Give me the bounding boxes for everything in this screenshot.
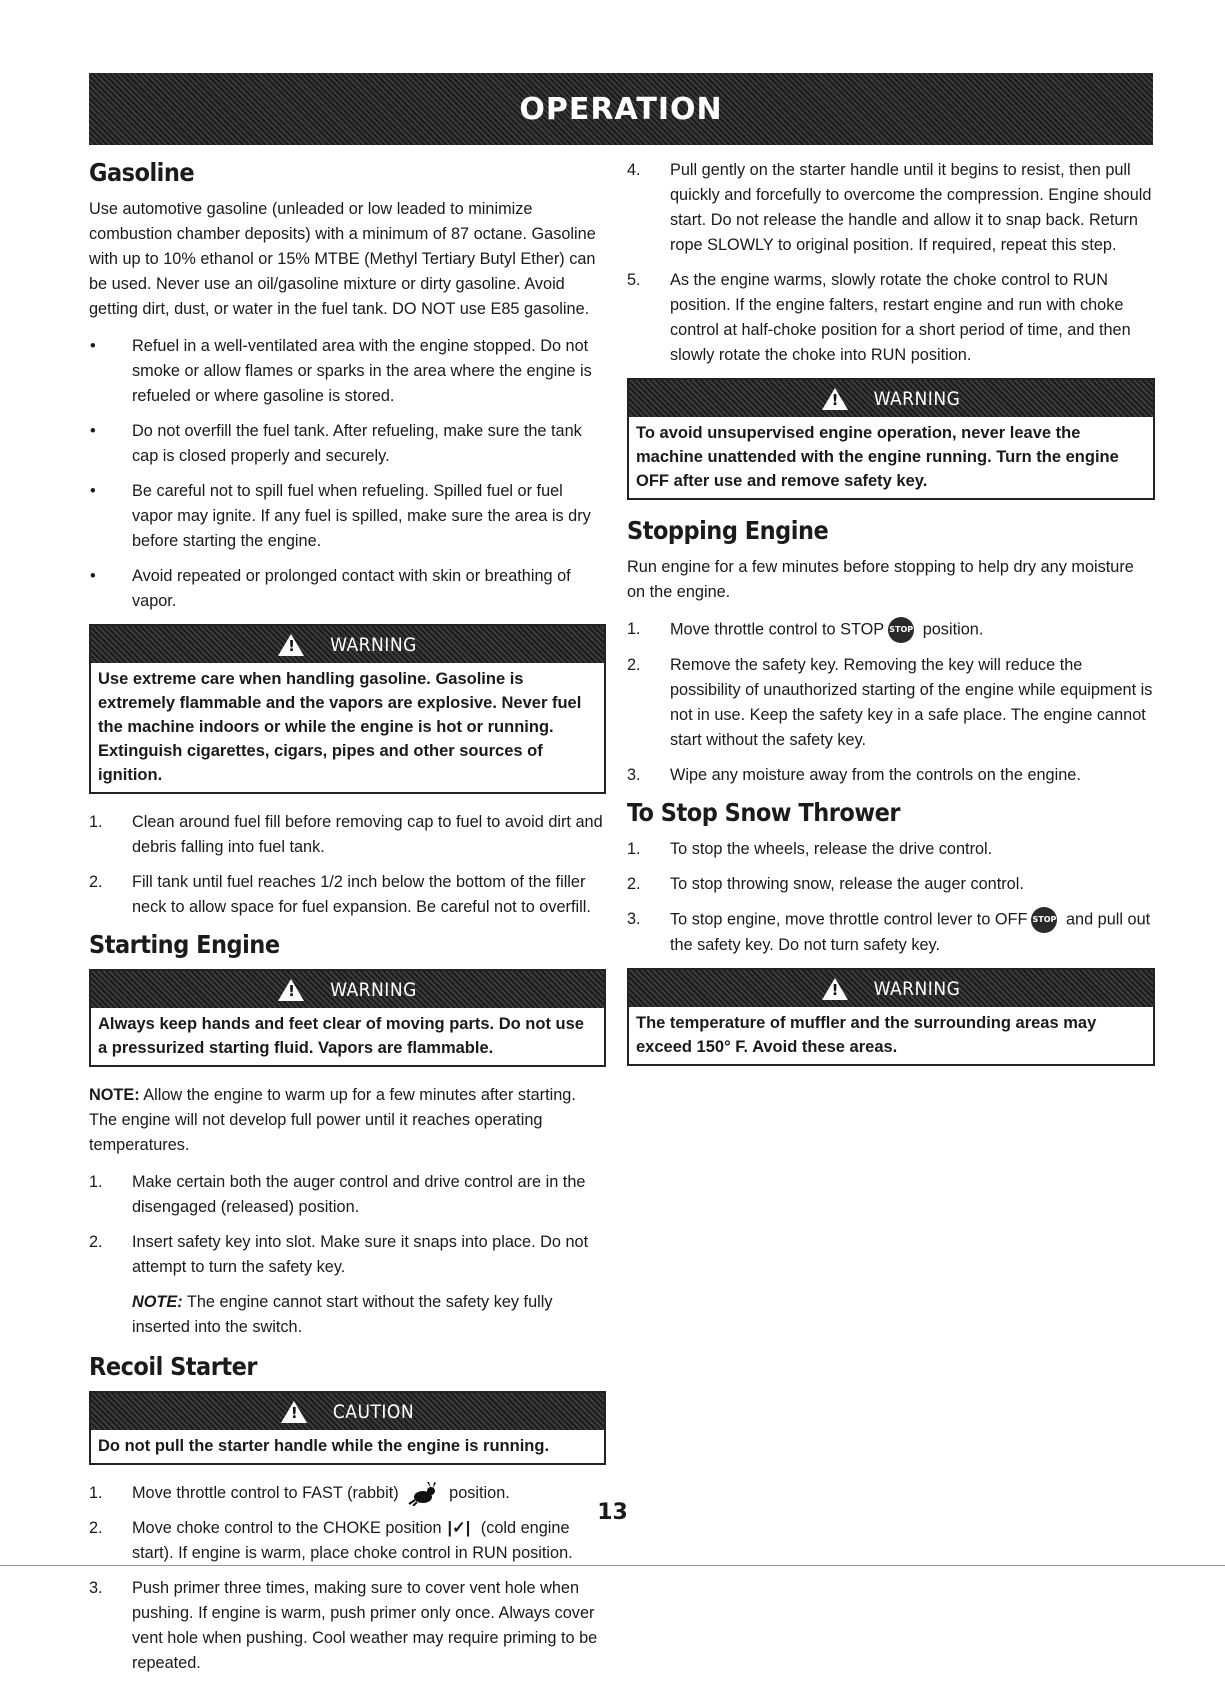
divider — [0, 1565, 1225, 1566]
warning-header: ! WARNING — [91, 626, 604, 663]
muffler-warning-box — [627, 968, 1155, 1066]
fuel-steps — [89, 810, 606, 920]
list-item: 2. Move choke control to the CHOKE position |✓| (cold engine start). If engine is warm, place choke control in RUN position. — [89, 1516, 606, 1566]
right-column — [627, 158, 1155, 1082]
warning-text: Always keep hands and feet clear of moving parts. Do not use a pressurized starting fluid. Vapors are flammable. — [98, 1015, 584, 1057]
stopping-engine-heading: Stopping Engine — [627, 516, 829, 545]
list-item: 3. To stop engine, move throttle control lever to OFF STOP and pull out the safety key. Do not turn safety key. — [627, 907, 1155, 958]
gasoline-heading: Gasoline — [89, 158, 195, 187]
page-number: 13 — [597, 1500, 628, 1525]
list-item: 2. Remove the safety key. Removing the key will reduce the possibility of unauthorized starting of the engine while equipment is not in use. Keep the safety key in a safe place. The engine cannot start without the safety key. — [627, 656, 1153, 749]
list-item: 2. Insert safety key into slot. Make sure it snaps into place. Do not attempt to turn the safety key. — [89, 1233, 589, 1276]
warning-text: Use extreme care when handling gasoline. Gasoline is extremely flammable and the vapors are explosive. Never fuel the machine indoors or while the engine is hot or running. Extinguish cigarettes, cigars, pipes and other sources of ignition. — [98, 670, 582, 784]
list-item: 1. Make certain both the auger control and drive control are in the disengaged (released) position. — [89, 1173, 586, 1216]
recoil-steps-right — [627, 158, 1155, 368]
banner-title: OPERATION — [519, 91, 723, 127]
list-item: • Avoid repeated or prolonged contact with skin or breathing of vapor. — [90, 567, 571, 610]
stopping-steps — [627, 617, 1155, 788]
warning-header: ! WARNING — [629, 380, 1153, 417]
list-item: 1. Clean around fuel fill before removing cap to fuel to avoid dirt and debris falling into fuel tank. — [89, 813, 603, 856]
list-item: 1. To stop the wheels, release the drive control. — [627, 840, 993, 858]
list-item: 1. Move throttle control to STOP STOP position. — [627, 617, 1155, 643]
list-item: 2. To stop throwing snow, release the auger control. — [627, 875, 1024, 893]
warning-triangle-icon — [278, 634, 304, 656]
list-item: • Be careful not to spill fuel when refueling. Spilled fuel or fuel vapor may ignite. If any fuel is spilled, make sure the area is dry before starting the engine. — [90, 482, 591, 550]
list-item: 3. Wipe any moisture away from the controls on the engine. — [627, 766, 1081, 784]
list-item: 5. As the engine warms, slowly rotate the choke control to RUN position. If the engine falters, restart engine and run with choke control at half-choke position for a short period of time, and then slowly rotate the choke into RUN position. — [627, 271, 1131, 364]
recoil-caution-box — [89, 1391, 606, 1465]
starting-engine-heading: Starting Engine — [89, 930, 280, 959]
stop-thrower-steps — [627, 837, 1155, 958]
section-banner — [89, 73, 1153, 145]
unattended-warning-box — [627, 378, 1155, 500]
starting-steps — [89, 1170, 606, 1280]
choke-icon: |✓| — [447, 1519, 471, 1538]
caution-text: Do not pull the starter handle while the engine is running. — [98, 1437, 550, 1455]
caution-header: ! CAUTION — [91, 1393, 604, 1430]
gasoline-intro: Use automotive gasoline (unleaded or low leaded to minimize combustion chamber deposits) with a minimum of 87 octane. Gasoline with up to 10% ethanol or 15% MTBE (Methyl Tertiary Butyl Ether) can be used. Never use an oil/gasoline mixture or dirty gasoline. Avoid getting dirt, dust, or water in the fuel tank. DO NOT use E85 gasoline. — [89, 200, 596, 318]
stop-sign-icon: STOP — [1031, 907, 1057, 933]
list-item: • Do not overfill the fuel tank. After refueling, make sure the tank cap is closed properly and securely. — [90, 422, 582, 465]
list-item: 1. Move throttle control to FAST (rabbit) position. — [89, 1481, 606, 1506]
list-item: 2. Fill tank until fuel reaches 1/2 inch below the bottom of the filler neck to allow space for fuel expansion. Be careful not to overfill. — [89, 873, 591, 916]
warning-text: The temperature of muffler and the surrounding areas may exceed 150° F. Avoid these areas. — [636, 1014, 1097, 1056]
warning-triangle-icon — [281, 1401, 307, 1423]
gasoline-warning-box — [89, 624, 606, 794]
left-column — [89, 158, 606, 1686]
stop-snow-thrower-heading: To Stop Snow Thrower — [627, 798, 900, 827]
list-item: 4. Pull gently on the starter handle until it begins to resist, then pull quickly and forcefully to overcome the compression. Engine should start. Do not release the handle and allow it to snap back. Return rope SLOWLY to original position. If required, repeat this step. — [627, 161, 1152, 254]
stopping-intro: Run engine for a few minutes before stopping to help dry any moisture on the engine. — [627, 558, 1134, 601]
warning-triangle-icon — [278, 979, 304, 1001]
warning-header: ! WARNING — [629, 970, 1153, 1007]
warning-header: ! WARNING — [91, 971, 604, 1008]
warning-triangle-icon — [822, 388, 848, 410]
list-item: 3. Push primer three times, making sure to cover vent hole when pushing. If engine is warm, push primer only once. Always cover vent hole when pushing. Cool weather may require priming to be repeated. — [89, 1579, 598, 1673]
stop-sign-icon: STOP — [888, 617, 914, 643]
warning-triangle-icon — [822, 978, 848, 1000]
safety-key-note: NOTE: The engine cannot start without the safety key fully inserted into the switch. — [132, 1293, 553, 1336]
starting-warning-box — [89, 969, 606, 1067]
recoil-starter-heading: Recoil Starter — [89, 1352, 257, 1381]
gasoline-bullets — [89, 334, 606, 614]
list-item: • Refuel in a well-ventilated area with the engine stopped. Do not smoke or allow flames or sparks in the area where the engine is refueled or where gasoline is stored. — [90, 337, 592, 405]
warning-text: To avoid unsupervised engine operation, never leave the machine unattended with the engine running. Turn the engine OFF after use and remove safety key. — [636, 424, 1119, 490]
starting-note: NOTE: Allow the engine to warm up for a few minutes after starting. The engine will not develop full power until it reaches operating temperatures. — [89, 1086, 576, 1154]
